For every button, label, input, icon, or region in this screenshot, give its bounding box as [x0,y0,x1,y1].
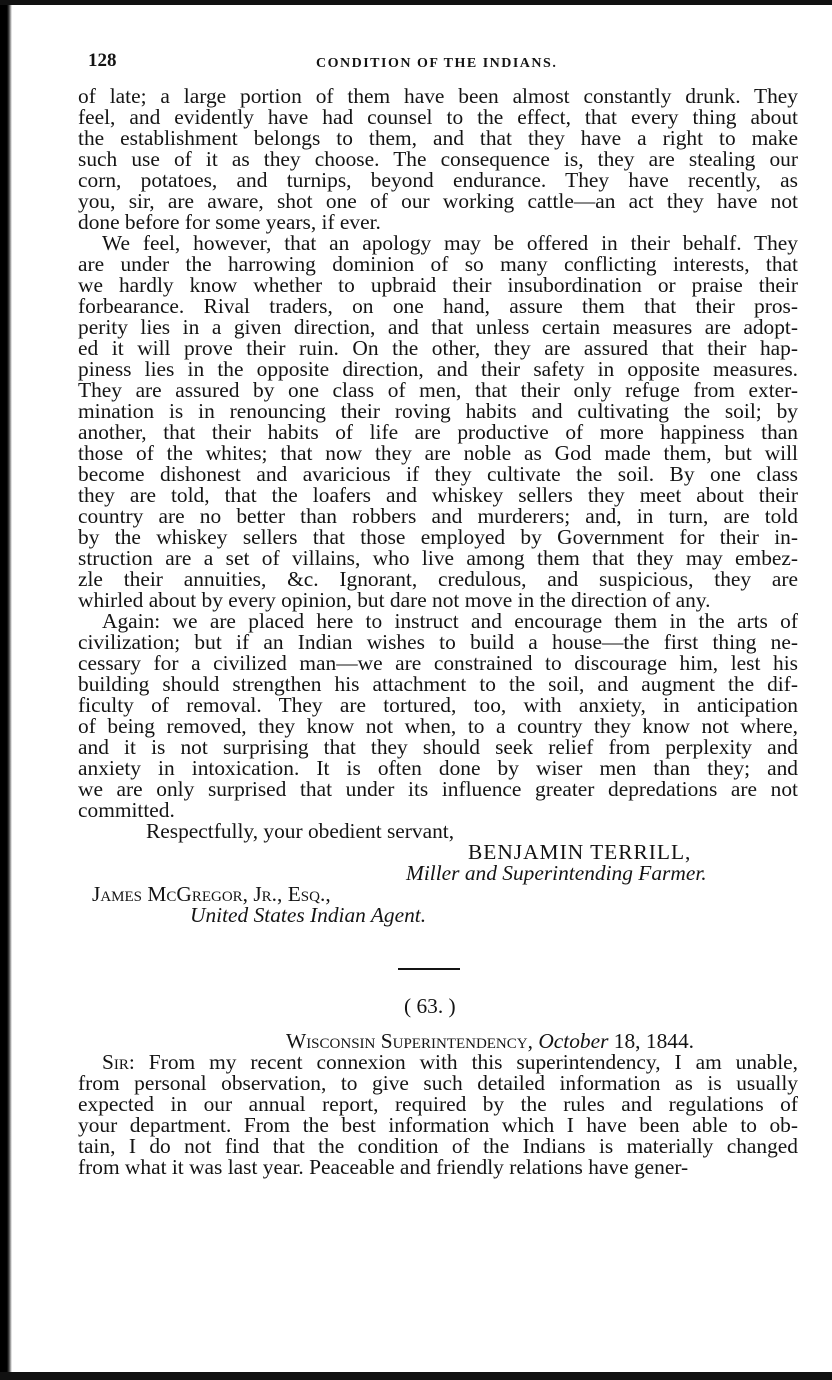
page-number: 128 [88,50,117,71]
text-line: anxiety in intoxication. It is often done by wiser men than they; and [78,756,798,780]
text-line [78,1052,798,1073]
text-line: of being removed, they know not when, to a country they know not where, [78,714,798,738]
page-header [78,50,798,86]
scan-border-left [0,0,12,1380]
text-line: country are no better than robbers and murderers; and, in turn, are told [78,504,798,528]
dateline [78,1031,798,1052]
dateline-day-year: 18, 1844. [613,1029,694,1053]
text-line: Again: we are placed here to instruct and encourage them in the arts of [102,609,798,633]
text-line: done before for some years, if ever. [78,210,381,234]
text-line: struction are a set of villains, who live among them that they may embez- [78,546,798,570]
text-line: We feel, however, that an apology may be offered in their behalf. They [102,231,798,255]
addressee-title: United States Indian Agent. [190,903,427,927]
text-line: such use of it as they choose. The consequence is, they are stealing our [78,147,798,171]
signature: BENJAMIN TERRILL, [468,840,692,864]
page [78,50,798,1178]
document-number: ( 63. ) [404,994,456,1018]
text-line: perity lies in a given direction, and that unless certain measures are adopt- [78,315,798,339]
text-line: piness lies in the opposite direction, and their safety in opposite measures. [78,357,798,381]
text-line: we hardly know whether to upbraid their insubordination or praise their [78,273,798,297]
text-line: cessary for a civilized man—we are constrained to discourage him, lest his [78,651,798,675]
text-line: ficulty of removal. They are tortured, too, with anxiety, in anticipation [78,693,798,717]
text-line: and it is not surprising that they should seek relief from perplexity and [78,735,798,759]
scan-border-top [0,0,832,5]
letter-body [78,86,798,821]
salutation: Sir: [102,1050,149,1074]
text-line: are under the harrowing dominion of so many conflicting interests, that [78,252,798,276]
signer-title: Miller and Superintending Farmer. [406,861,707,885]
next-letter-body [78,1052,798,1178]
running-head: CONDITION OF THE INDIANS. [316,56,558,71]
text-line: committed. [78,798,175,822]
text-line: the establishment belongs to them, and that they have a right to make [78,126,798,150]
line-text: From my recent connexion with this superintendency, I am unable, [148,1050,799,1074]
section-divider [398,968,460,970]
text-line: your department. From the best information which I have been able to ob- [78,1113,798,1137]
text-line: another, that their habits of life are productive of more happiness than [78,420,798,444]
dateline-place: Wisconsin Superintendency, [286,1029,533,1053]
text-line: from personal observation, to give such detailed information as is usually [78,1071,798,1095]
text-line: corn, potatoes, and turnips, beyond endurance. They have recently, as [78,168,798,192]
text-line: mination is in renouncing their roving habits and cultivating the soil; by [78,399,798,423]
text-line: those of the whites; that now they are noble as God made them, but will [78,441,798,465]
text-line: They are assured by one class of men, that their only refuge from exter- [78,378,798,402]
text-line: ed it will prove their ruin. On the other, they are assured that their hap- [78,336,798,360]
text-line: expected in our annual report, required by the rules and regulations of [78,1092,798,1116]
text-line: they are told, that the loafers and whiskey sellers they meet about their [78,483,798,507]
paragraph-3 [78,611,798,821]
text-line: become dishonest and avaricious if they cultivate the soil. By one class [78,462,798,486]
dateline-month: October [538,1029,609,1053]
text-line: zle their annuities, &c. Ignorant, credulous, and suspicious, they are [78,567,798,591]
text-line: feel, and evidently have had counsel to the effect, that every thing about [78,105,798,129]
text-line: you, sir, are aware, shot one of our working cattle—an act they have not [78,189,798,213]
text-line: from what it was last year. Peaceable and friendly relations have gener- [78,1155,689,1179]
scan-border-bottom [0,1372,832,1380]
paragraph-1 [78,86,798,233]
text-line: building should strengthen his attachment to the soil, and augment the dif- [78,672,798,696]
text-line: tain, I do not find that the condition of the Indians is materially changed [78,1134,798,1158]
text-line: civilization; but if an Indian wishes to build a house—the first thing ne- [78,630,798,654]
addressee: James McGregor, Jr., Esq., [92,882,331,906]
text-line: by the whiskey sellers that those employed by Government for their in- [78,525,798,549]
text-line: whirled about by every opinion, but dare not move in the direction of any. [78,588,711,612]
paragraph-2 [78,233,798,611]
text-line: we are only surprised that under its influence greater depredations are not [78,777,798,801]
closing: Respectfully, your obedient servant, [146,819,455,843]
text-line: forbearance. Rival traders, on one hand, assure them that their pros- [78,294,798,318]
text-line: of late; a large portion of them have been almost constantly drunk. They [78,84,798,108]
